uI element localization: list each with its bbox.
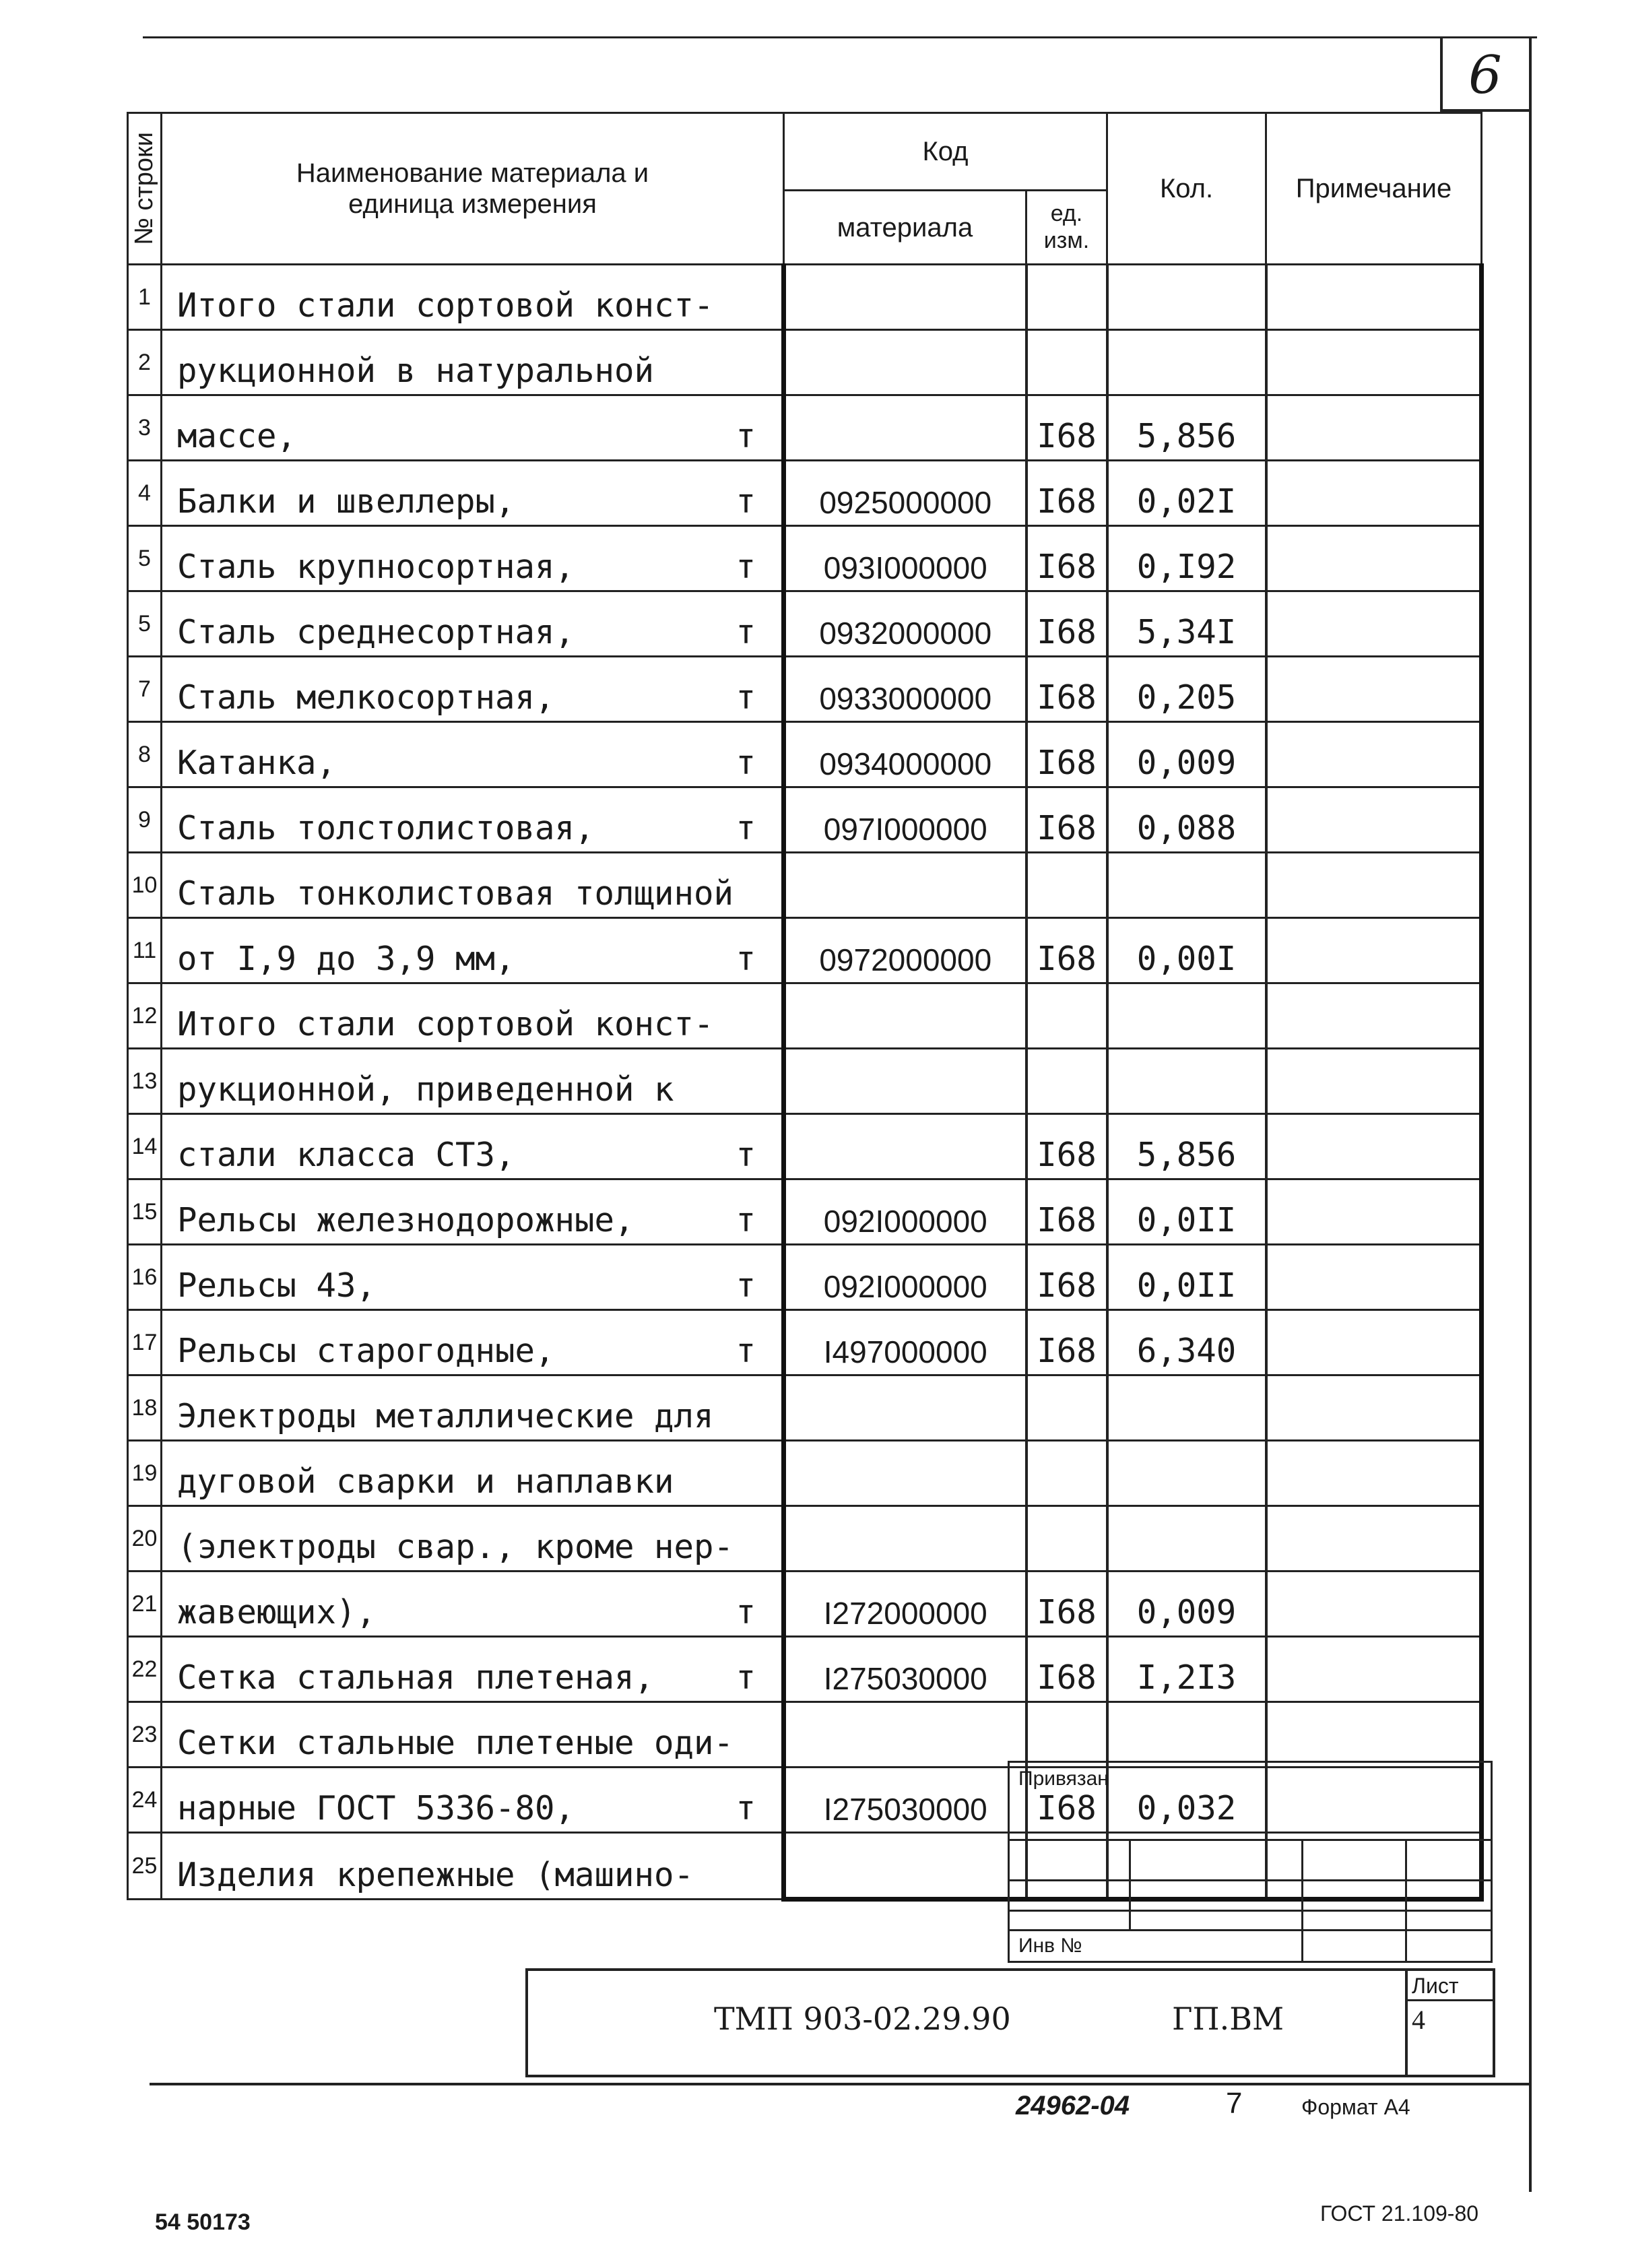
binding-line bbox=[1008, 1929, 1493, 1931]
inventory-label: Инв № bbox=[1018, 1935, 1082, 1957]
material-name-text: от I,9 до 3,9 мм, bbox=[177, 940, 515, 978]
material-name bbox=[162, 1310, 784, 1375]
sheet-line bbox=[1405, 1999, 1495, 2001]
material-name bbox=[162, 722, 784, 787]
row-number: 15 bbox=[128, 1179, 162, 1245]
quantity: 6,340 bbox=[1107, 1310, 1266, 1375]
quantity bbox=[1107, 853, 1266, 918]
table-row bbox=[128, 395, 1482, 461]
note bbox=[1266, 918, 1482, 983]
row-number: 21 bbox=[128, 1572, 162, 1637]
unit-code bbox=[1026, 853, 1107, 918]
table-row bbox=[128, 1702, 1482, 1768]
unit-code: I68 bbox=[1026, 526, 1107, 591]
note bbox=[1266, 1245, 1482, 1310]
binding-box bbox=[1008, 1761, 1493, 1963]
row-number: 2 bbox=[128, 330, 162, 395]
quantity bbox=[1107, 1702, 1266, 1768]
note bbox=[1266, 395, 1482, 461]
row-number: 18 bbox=[128, 1375, 162, 1441]
unit-code: I68 bbox=[1026, 1114, 1107, 1179]
frame-right-line bbox=[1529, 36, 1532, 2192]
binding-divider bbox=[1405, 1839, 1407, 1963]
unit-code: I68 bbox=[1026, 657, 1107, 722]
measure-unit: т bbox=[736, 1658, 756, 1697]
quantity: I,2I3 bbox=[1107, 1637, 1266, 1702]
unit-code: I68 bbox=[1026, 1572, 1107, 1637]
material-name bbox=[162, 461, 784, 526]
material-code bbox=[784, 395, 1026, 461]
material-name bbox=[162, 983, 784, 1049]
unit-code: I68 bbox=[1026, 395, 1107, 461]
binding-divider bbox=[1301, 1839, 1303, 1963]
row-number: 24 bbox=[128, 1768, 162, 1833]
binding-line bbox=[1008, 1839, 1493, 1841]
unit-code bbox=[1026, 983, 1107, 1049]
material-name bbox=[162, 1049, 784, 1114]
table-row bbox=[128, 1441, 1482, 1506]
material-code: 097I000000 bbox=[784, 787, 1026, 853]
material-name bbox=[162, 1768, 784, 1833]
note bbox=[1266, 526, 1482, 591]
unit-code bbox=[1026, 1702, 1107, 1768]
bottom-line bbox=[150, 2083, 1532, 2085]
measure-unit: т bbox=[736, 1201, 756, 1239]
archive-number: 24962-04 bbox=[1016, 2091, 1130, 2120]
binding-divider bbox=[1129, 1839, 1131, 1929]
unit-code bbox=[1026, 1441, 1107, 1506]
note bbox=[1266, 1114, 1482, 1179]
measure-unit: т bbox=[736, 482, 756, 521]
note bbox=[1266, 591, 1482, 657]
frame-top-line bbox=[143, 36, 1537, 38]
material-code bbox=[784, 1833, 1026, 1900]
table-row bbox=[128, 787, 1482, 853]
material-name-text: Балки и швеллеры, bbox=[177, 482, 515, 521]
material-name-text: Сталь крупносортная, bbox=[177, 548, 575, 586]
measure-unit: т bbox=[736, 548, 756, 586]
material-name-text: (электроды свар., кроме нер- bbox=[177, 1528, 734, 1566]
material-name-text: Катанка, bbox=[177, 744, 337, 782]
note bbox=[1266, 722, 1482, 787]
table-row bbox=[128, 853, 1482, 918]
row-number: 4 bbox=[128, 461, 162, 526]
row-number: 13 bbox=[128, 1049, 162, 1114]
quantity: 0,088 bbox=[1107, 787, 1266, 853]
row-number: 23 bbox=[128, 1702, 162, 1768]
material-name bbox=[162, 657, 784, 722]
quantity: 0,205 bbox=[1107, 657, 1266, 722]
row-number: 5 bbox=[128, 591, 162, 657]
quantity bbox=[1107, 1506, 1266, 1572]
table-row bbox=[128, 1375, 1482, 1441]
material-name-text: Рельсы 43, bbox=[177, 1266, 377, 1305]
material-name-text: Сетка стальная плетеная, bbox=[177, 1658, 655, 1697]
sheet-number: 4 bbox=[1412, 2005, 1425, 2035]
material-name bbox=[162, 1179, 784, 1245]
header-code: Код bbox=[784, 113, 1107, 191]
row-number: 14 bbox=[128, 1114, 162, 1179]
header-qty: Кол. bbox=[1107, 113, 1266, 265]
row-number: 20 bbox=[128, 1506, 162, 1572]
material-code: I272000000 bbox=[784, 1572, 1026, 1637]
row-number: 16 bbox=[128, 1245, 162, 1310]
table-row bbox=[128, 1114, 1482, 1179]
row-number: 22 bbox=[128, 1637, 162, 1702]
unit-code: I68 bbox=[1026, 1310, 1107, 1375]
table-row bbox=[128, 1049, 1482, 1114]
table-row bbox=[128, 983, 1482, 1049]
material-code bbox=[784, 853, 1026, 918]
measure-unit: т bbox=[736, 1789, 756, 1827]
row-number: 3 bbox=[128, 395, 162, 461]
material-code: 0932000000 bbox=[784, 591, 1026, 657]
material-code bbox=[784, 1049, 1026, 1114]
quantity bbox=[1107, 1441, 1266, 1506]
measure-unit: т bbox=[736, 1332, 756, 1370]
measure-unit: т bbox=[736, 613, 756, 651]
row-number: 5 bbox=[128, 526, 162, 591]
table-row bbox=[128, 722, 1482, 787]
quantity: 0,02I bbox=[1107, 461, 1266, 526]
unit-code: I68 bbox=[1026, 1637, 1107, 1702]
material-code bbox=[784, 1114, 1026, 1179]
header-code-unit: ед. изм. bbox=[1026, 191, 1107, 265]
quantity: 0,0II bbox=[1107, 1245, 1266, 1310]
row-number: 8 bbox=[128, 722, 162, 787]
material-code: 093I000000 bbox=[784, 526, 1026, 591]
measure-unit: т bbox=[736, 940, 756, 978]
row-number: 1 bbox=[128, 265, 162, 330]
table-row bbox=[128, 591, 1482, 657]
material-name-text: Изделия крепежные (машино- bbox=[177, 1856, 694, 1894]
unit-code: I68 bbox=[1026, 722, 1107, 787]
material-code bbox=[784, 1441, 1026, 1506]
material-name bbox=[162, 787, 784, 853]
quantity: 5,856 bbox=[1107, 395, 1266, 461]
material-name bbox=[162, 1114, 784, 1179]
measure-unit: т bbox=[736, 678, 756, 717]
material-name-text: Рельсы железнодорожные, bbox=[177, 1201, 634, 1239]
material-name bbox=[162, 1506, 784, 1572]
materials-table bbox=[127, 112, 1484, 1902]
row-number: 25 bbox=[128, 1833, 162, 1900]
material-name bbox=[162, 918, 784, 983]
unit-code bbox=[1026, 1375, 1107, 1441]
note bbox=[1266, 1049, 1482, 1114]
material-name bbox=[162, 1833, 784, 1900]
format-label: Формат А4 bbox=[1301, 2095, 1410, 2119]
copy-number: 7 bbox=[1226, 2087, 1243, 2120]
note bbox=[1266, 853, 1482, 918]
row-number: 9 bbox=[128, 787, 162, 853]
material-name bbox=[162, 1637, 784, 1702]
material-name-text: Сталь толстолистовая, bbox=[177, 809, 595, 847]
material-name-text: дуговой сварки и наплавки bbox=[177, 1462, 674, 1501]
measure-unit: т bbox=[736, 1136, 756, 1174]
quantity bbox=[1107, 1049, 1266, 1114]
note bbox=[1266, 1702, 1482, 1768]
material-code bbox=[784, 265, 1026, 330]
note bbox=[1266, 787, 1482, 853]
binding-line bbox=[1008, 1910, 1493, 1912]
material-code: 0934000000 bbox=[784, 722, 1026, 787]
measure-unit: т bbox=[736, 1266, 756, 1305]
material-name bbox=[162, 1441, 784, 1506]
unit-code: I68 bbox=[1026, 1768, 1107, 1833]
quantity bbox=[1107, 265, 1266, 330]
material-name bbox=[162, 526, 784, 591]
material-name-text: Итого стали сортовой конст- bbox=[177, 1005, 714, 1043]
quantity: 0,00I bbox=[1107, 918, 1266, 983]
table-body bbox=[128, 265, 1482, 1900]
material-code: 0972000000 bbox=[784, 918, 1026, 983]
material-name bbox=[162, 1572, 784, 1637]
material-name bbox=[162, 591, 784, 657]
material-code bbox=[784, 983, 1026, 1049]
material-code: 092I000000 bbox=[784, 1179, 1026, 1245]
unit-code: I68 bbox=[1026, 591, 1107, 657]
material-name-text: Сетки стальные плетеные оди- bbox=[177, 1724, 734, 1762]
row-number: 19 bbox=[128, 1441, 162, 1506]
material-name-text: стали класса СТ3, bbox=[177, 1136, 515, 1174]
material-code: I275030000 bbox=[784, 1768, 1026, 1833]
measure-unit: т bbox=[736, 1593, 756, 1631]
quantity bbox=[1107, 330, 1266, 395]
note bbox=[1266, 330, 1482, 395]
unit-code bbox=[1026, 1049, 1107, 1114]
unit-code: I68 bbox=[1026, 461, 1107, 526]
row-number: 17 bbox=[128, 1310, 162, 1375]
material-name bbox=[162, 1375, 784, 1441]
table-row bbox=[128, 1245, 1482, 1310]
measure-unit: т bbox=[736, 744, 756, 782]
standard-reference: ГОСТ 21.109-80 bbox=[1320, 2201, 1479, 2226]
document-designation: ТМП 903-02.29.90 bbox=[714, 2001, 1011, 2037]
note bbox=[1266, 1310, 1482, 1375]
material-code: I275030000 bbox=[784, 1637, 1026, 1702]
note bbox=[1266, 1375, 1482, 1441]
quantity: 5,34I bbox=[1107, 591, 1266, 657]
material-code bbox=[784, 1702, 1026, 1768]
table-row bbox=[128, 1310, 1482, 1375]
header-note: Примечание bbox=[1266, 113, 1482, 265]
material-name-text: рукционной в натуральной bbox=[177, 352, 655, 390]
quantity: 0,I92 bbox=[1107, 526, 1266, 591]
note bbox=[1266, 1179, 1482, 1245]
material-name-text: рукционной, приведенной к bbox=[177, 1070, 674, 1109]
material-name-text: жавеющих), bbox=[177, 1593, 377, 1631]
binding-title: Привязан bbox=[1018, 1768, 1109, 1790]
note bbox=[1266, 1637, 1482, 1702]
unit-code bbox=[1026, 1506, 1107, 1572]
quantity: 0,032 bbox=[1107, 1768, 1266, 1833]
quantity: 0,009 bbox=[1107, 1572, 1266, 1637]
corner-number: 6 bbox=[1468, 45, 1502, 106]
measure-unit: т bbox=[736, 809, 756, 847]
note bbox=[1266, 657, 1482, 722]
sheet-label: Лист bbox=[1412, 1974, 1459, 1998]
quantity: 0,009 bbox=[1107, 722, 1266, 787]
material-code: 092I000000 bbox=[784, 1245, 1026, 1310]
quantity bbox=[1107, 1375, 1266, 1441]
unit-code: I68 bbox=[1026, 1179, 1107, 1245]
sheet-separator bbox=[1405, 1968, 1408, 2077]
row-number: 7 bbox=[128, 657, 162, 722]
table-row bbox=[128, 330, 1482, 395]
note bbox=[1266, 265, 1482, 330]
table-row bbox=[128, 526, 1482, 591]
material-code bbox=[784, 1506, 1026, 1572]
row-number: 12 bbox=[128, 983, 162, 1049]
table-row bbox=[128, 265, 1482, 330]
unit-code bbox=[1026, 330, 1107, 395]
material-code bbox=[784, 330, 1026, 395]
table-row bbox=[128, 657, 1482, 722]
table-row bbox=[128, 918, 1482, 983]
print-code: 54 50173 bbox=[155, 2209, 251, 2235]
header-code-material: материала bbox=[784, 191, 1026, 265]
material-name bbox=[162, 853, 784, 918]
material-name bbox=[162, 330, 784, 395]
material-code: 0933000000 bbox=[784, 657, 1026, 722]
note bbox=[1266, 1506, 1482, 1572]
material-name bbox=[162, 395, 784, 461]
material-name-text: Электроды металлические для bbox=[177, 1397, 714, 1435]
material-name-text: Рельсы старогодные, bbox=[177, 1332, 555, 1370]
material-name bbox=[162, 1245, 784, 1310]
material-name-text: Итого стали сортовой конст- bbox=[177, 286, 714, 325]
unit-code: I68 bbox=[1026, 1245, 1107, 1310]
quantity: 0,0II bbox=[1107, 1179, 1266, 1245]
note bbox=[1266, 1441, 1482, 1506]
measure-unit: т bbox=[736, 417, 756, 455]
header-name: Наименование материала и единица измерения bbox=[162, 113, 784, 265]
row-number: 10 bbox=[128, 853, 162, 918]
material-name-text: Сталь тонколистовая толщиной bbox=[177, 874, 734, 913]
note bbox=[1266, 1572, 1482, 1637]
row-number: 11 bbox=[128, 918, 162, 983]
table-row bbox=[128, 1506, 1482, 1572]
material-code: I497000000 bbox=[784, 1310, 1026, 1375]
table-row bbox=[128, 1637, 1482, 1702]
quantity bbox=[1107, 983, 1266, 1049]
unit-code bbox=[1026, 265, 1107, 330]
table-row bbox=[128, 1179, 1482, 1245]
note bbox=[1266, 461, 1482, 526]
table-row bbox=[128, 461, 1482, 526]
note bbox=[1266, 983, 1482, 1049]
material-name-text: нарные ГОСТ 5336-80, bbox=[177, 1789, 575, 1827]
material-name bbox=[162, 1702, 784, 1768]
table-row bbox=[128, 1572, 1482, 1637]
unit-code: I68 bbox=[1026, 787, 1107, 853]
quantity: 5,856 bbox=[1107, 1114, 1266, 1179]
material-code bbox=[784, 1375, 1026, 1441]
header-row-number: № строки bbox=[128, 113, 162, 265]
material-name-text: Сталь среднесортная, bbox=[177, 613, 575, 651]
material-name-text: массе, bbox=[177, 417, 297, 455]
material-code: 0925000000 bbox=[784, 461, 1026, 526]
document-mark: ГП.ВМ bbox=[1172, 2001, 1284, 2037]
material-name bbox=[162, 265, 784, 330]
binding-line bbox=[1008, 1879, 1493, 1881]
unit-code: I68 bbox=[1026, 918, 1107, 983]
material-name-text: Сталь мелкосортная, bbox=[177, 678, 555, 717]
